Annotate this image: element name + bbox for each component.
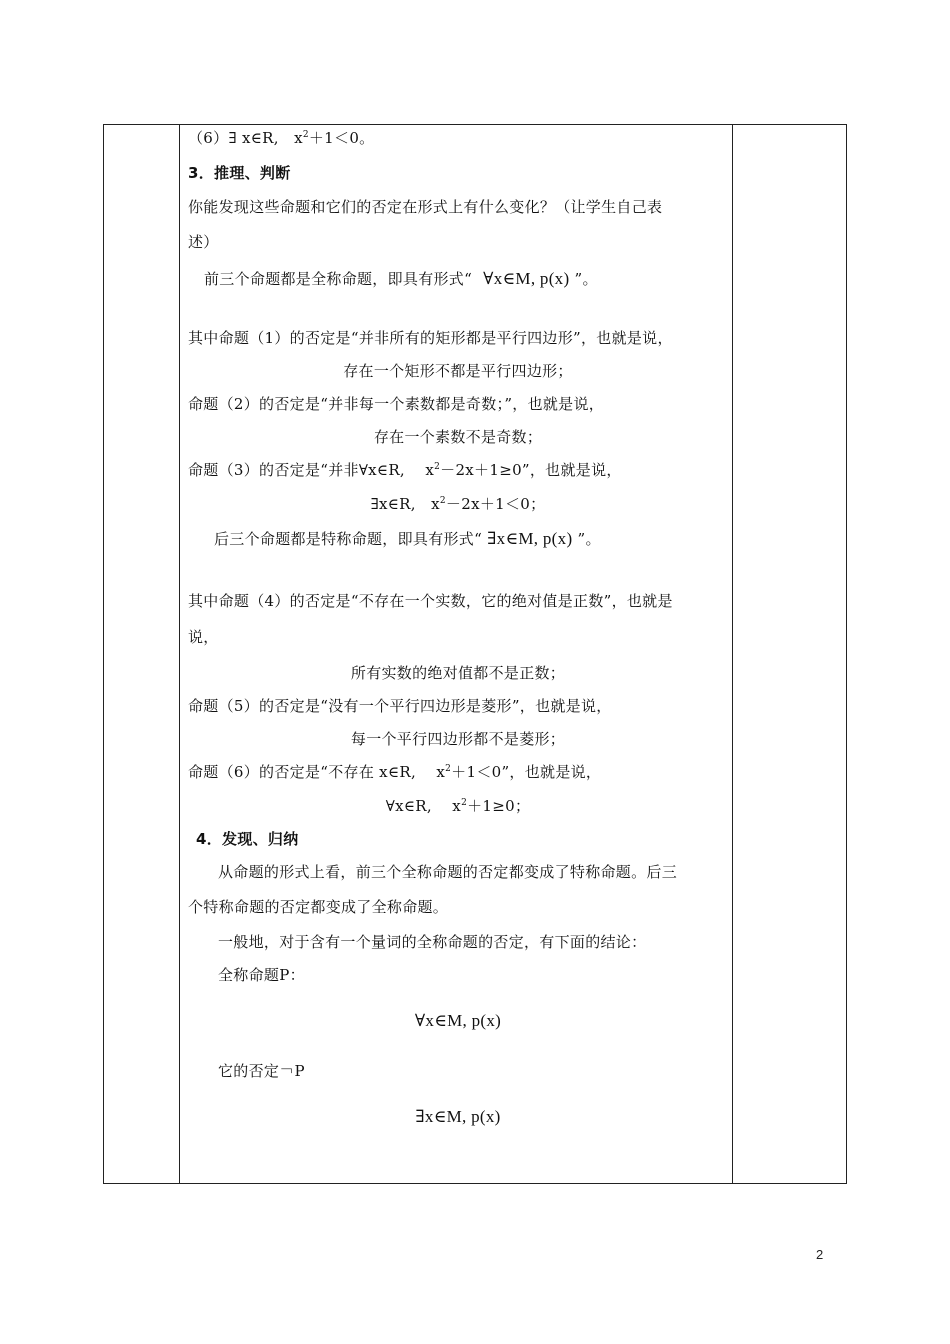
negation-3-conclusion: ∃x∈R, $x^2-2x+1<0$；	[370, 495, 546, 513]
negation-math: ∃x∈M, p(x)	[415, 1107, 501, 1126]
negation-5-conclusion: 每一个平行四边形都不是菱形；	[350, 730, 566, 748]
universal-proposition-label: 全称命题P：	[218, 966, 305, 984]
summary-line-1a: 从命题的形式上看，前三个全称命题的否定都变成了特称命题。后三	[218, 863, 678, 881]
negation-4-conclusion: 所有实数的绝对值都不是正数；	[350, 664, 566, 682]
summary-line-2: 一般地，对于含有一个量词的全称命题的否定，有下面的结论：	[218, 933, 647, 951]
universal-form-math-text: ∀x∈M, p(x)	[483, 269, 570, 288]
negation-5-line: 命题（5）的否定是“没有一个平行四边形是菱形”，也就是说，	[188, 697, 612, 715]
universal-form-text: 前三个命题都是全称命题，即具有形式“	[204, 270, 473, 288]
negation-1-conclusion: 存在一个矩形不都是平行四边形；	[343, 362, 573, 380]
negation-6-conclusion: ∀x∈R, $x^2+1\ge 0$；	[385, 797, 531, 815]
negation-2-conclusion: 存在一个素数不是奇数；	[373, 428, 543, 446]
negation-3-line: 命题（3）的否定是“并非∀x∈R, $x^2-2x+1\ge 0$”，也就是说，	[188, 461, 622, 479]
universal-form-close: ”。	[574, 270, 598, 288]
summary-line-1b: 个特称命题的否定都变成了全称命题。	[188, 898, 449, 916]
negation-label: 它的否定￢P	[218, 1062, 305, 1080]
negation-4-line-b: 说，	[188, 628, 219, 646]
negation-6-line: 命题（6）的否定是“不存在 x∈R, $x^2+1<0$”，也就是说，	[188, 763, 602, 781]
content-cell	[188, 124, 728, 1184]
negation-1-line: 其中命题（1）的否定是“并非所有的矩形都是平行四边形”，也就是说，	[188, 329, 673, 347]
question-line-1: 你能发现这些命题和它们的否定在形式上有什么变化？（让学生自己表	[188, 198, 663, 216]
negation-2-line: 命题（2）的否定是“并非每一个素数都是奇数；”，也就是说，	[188, 395, 605, 413]
universal-form-math	[483, 269, 569, 288]
universal-form-paragraph	[204, 269, 598, 289]
negation-4-line-a: 其中命题（4）的否定是“不存在一个实数，它的绝对值是正数”，也就是	[188, 592, 673, 610]
page-number: 2	[816, 1247, 824, 1262]
question-line-2: 述）	[188, 233, 219, 251]
existential-form-text: 后三个命题都是特称命题，即具有形式“	[214, 530, 483, 548]
table-left-column-divider	[179, 125, 180, 1183]
proposition-6-line: （6）∃ x∈R, $x^2+1<0$。	[188, 129, 375, 147]
universal-proposition-math: ∀x∈M, p(x)	[414, 1011, 502, 1030]
existential-form-math-text: ∃x∈M, p(x)	[487, 529, 573, 548]
existential-form-paragraph	[214, 529, 601, 549]
existential-form-math	[487, 529, 572, 548]
section-heading-4: 4．发现、归纳	[196, 830, 299, 848]
existential-form-close: ”。	[577, 530, 601, 548]
table-right-column-divider	[732, 125, 733, 1183]
section-heading-3: 3．推理、判断	[188, 164, 291, 182]
